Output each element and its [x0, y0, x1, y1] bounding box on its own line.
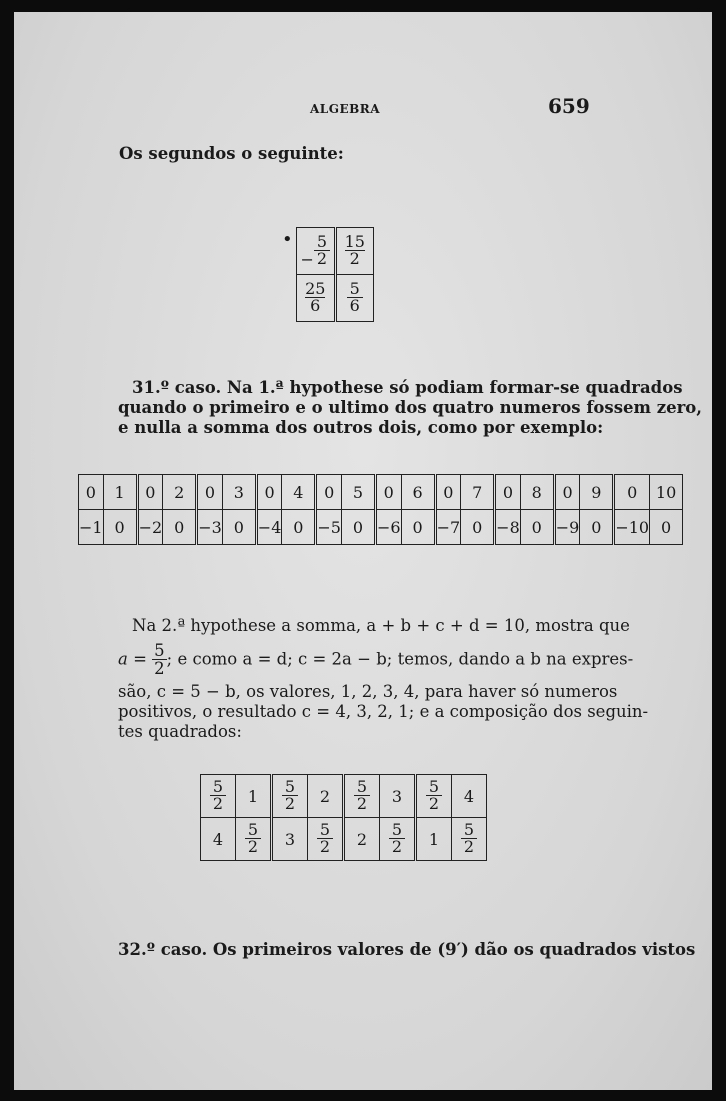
square-cell: 0	[401, 510, 435, 545]
denominator: 2	[428, 794, 440, 814]
text-line: são, c = 5 − b, os valores, 1, 2, 3, 4, para haver só numeros	[118, 681, 618, 701]
square-1-cell	[297, 228, 336, 275]
square-cell: 0	[137, 475, 163, 510]
numerator: 5	[389, 822, 405, 840]
denominator: 2	[391, 837, 403, 857]
numerator: 5	[245, 822, 261, 840]
square-cell: −10	[614, 510, 650, 545]
square-cell: 2	[308, 775, 344, 818]
square-cell: 1	[416, 818, 452, 861]
book-page	[14, 12, 712, 1090]
denominator: 2	[349, 249, 360, 269]
square-cell: 0	[435, 475, 461, 510]
square-cell: 0	[316, 475, 342, 510]
square-cell: 0	[580, 510, 614, 545]
square-cell	[236, 818, 272, 861]
square-cell: 0	[520, 510, 554, 545]
fraction	[152, 642, 167, 678]
square-3-table	[200, 774, 487, 861]
intro-text: Os segundos o seguinte:	[119, 144, 344, 163]
square-cell	[344, 775, 380, 818]
square-1-table	[296, 227, 374, 322]
square-cell: −6	[375, 510, 401, 545]
fraction	[347, 278, 363, 316]
minus-sign: −	[300, 249, 314, 269]
denominator: 2	[247, 837, 259, 857]
square-cell: 0	[650, 510, 683, 545]
square-cell	[308, 818, 344, 861]
square-cell: 0	[282, 510, 316, 545]
square-cell: 0	[197, 475, 223, 510]
square-cell: 10	[650, 475, 683, 510]
magic-square-1	[282, 227, 374, 322]
square-cell: −5	[316, 510, 342, 545]
square-cell: −2	[137, 510, 163, 545]
numerator: 15	[344, 231, 365, 251]
square-cell: 6	[401, 475, 435, 510]
text-line: tes quadrados:	[118, 721, 242, 741]
square-cell	[452, 818, 487, 861]
denominator: 2	[463, 837, 475, 857]
magic-square-2	[78, 474, 683, 545]
numerator: 5	[317, 822, 333, 840]
square-cell: −8	[495, 510, 521, 545]
square-cell: −9	[554, 510, 580, 545]
numerator: 25	[305, 278, 326, 298]
square-cell: 0	[163, 510, 197, 545]
numerator: 5	[210, 779, 226, 797]
denominator: 2	[319, 837, 331, 857]
denominator: 2	[154, 659, 165, 679]
square-cell: 9	[580, 475, 614, 510]
square-cell: 0	[79, 475, 104, 510]
numerator: 5	[282, 779, 298, 797]
numerator: 5	[354, 779, 370, 797]
square-cell: 2	[163, 475, 197, 510]
fraction	[245, 819, 261, 857]
text-line: quando o primeiro e o ultimo dos quatro numeros fossem zero,	[118, 398, 703, 417]
square-cell: 8	[520, 475, 554, 510]
fraction	[461, 819, 477, 857]
square-cell	[201, 775, 236, 818]
square-cell: 0	[614, 475, 650, 510]
square-cell: 0	[103, 510, 137, 545]
square-cell: 0	[554, 475, 580, 510]
square-1-cell	[335, 228, 374, 275]
square-cell: 3	[380, 775, 416, 818]
square-cell: 4	[452, 775, 487, 818]
case-31-paragraph	[118, 378, 702, 438]
square-2-table	[78, 474, 683, 545]
numerator: 5	[426, 779, 442, 797]
text-line: 31.º caso. Na 1.ª hypothese só podiam formar-se quadrados	[132, 378, 683, 397]
numerator: 5	[347, 281, 363, 299]
text-line: positivos, o resultado c = 4, 3, 2, 1; e a composição dos seguin-	[118, 701, 649, 721]
square-cell: 3	[222, 475, 256, 510]
denominator: 2	[316, 249, 328, 269]
fraction	[426, 776, 442, 814]
square-cell: 0	[461, 510, 495, 545]
hypothesis-2-paragraph	[118, 616, 648, 742]
denominator: 2	[356, 794, 368, 814]
numerator: 5	[461, 822, 477, 840]
fraction	[314, 231, 330, 269]
square-cell	[416, 775, 452, 818]
square-cell: −3	[197, 510, 223, 545]
square-cell: 3	[272, 818, 308, 861]
numerator: 5	[314, 234, 330, 252]
square-cell: 0	[341, 510, 375, 545]
fraction	[354, 776, 370, 814]
fraction	[344, 231, 365, 269]
page-number: 659	[548, 94, 590, 118]
fraction	[389, 819, 405, 857]
square-1-cell	[297, 275, 336, 322]
square-cell: 0	[222, 510, 256, 545]
fraction	[317, 819, 333, 857]
square-cell: −4	[256, 510, 282, 545]
square-cell	[272, 775, 308, 818]
equation-lhs: a =	[118, 649, 147, 669]
numerator: 5	[154, 641, 165, 660]
running-head: ALGEBRA	[310, 102, 381, 116]
text-line	[118, 642, 648, 678]
square-cell: 2	[344, 818, 380, 861]
denominator: 6	[310, 296, 321, 316]
text-line: Na 2.ª hypothese a somma, a + b + c + d = 10, mostra que	[132, 616, 630, 635]
square-cell: 1	[103, 475, 137, 510]
square-cell: 1	[236, 775, 272, 818]
bullet-dot: •	[282, 229, 293, 250]
square-cell: 4	[201, 818, 236, 861]
square-cell: 0	[495, 475, 521, 510]
square-cell: 7	[461, 475, 495, 510]
denominator: 2	[212, 794, 224, 814]
square-cell: 0	[375, 475, 401, 510]
square-cell: 4	[282, 475, 316, 510]
equation-rest: ; e como a = d; c = 2a − b; temos, dando a b na expres-	[166, 649, 634, 669]
denominator: 6	[349, 296, 360, 316]
square-cell: 0	[256, 475, 282, 510]
square-cell: −1	[79, 510, 104, 545]
case-32-text: 32.º caso. Os primeiros valores de (9′) dão os quadrados vistos	[118, 940, 696, 959]
square-cell: 5	[341, 475, 375, 510]
fraction	[210, 776, 226, 814]
square-cell	[380, 818, 416, 861]
fraction	[305, 278, 326, 316]
square-cell: −7	[435, 510, 461, 545]
magic-square-3	[200, 774, 487, 861]
denominator: 2	[284, 794, 296, 814]
square-1-cell	[335, 275, 374, 322]
text-line: e nulla a somma dos outros dois, como por exemplo:	[118, 418, 604, 437]
fraction	[282, 776, 298, 814]
